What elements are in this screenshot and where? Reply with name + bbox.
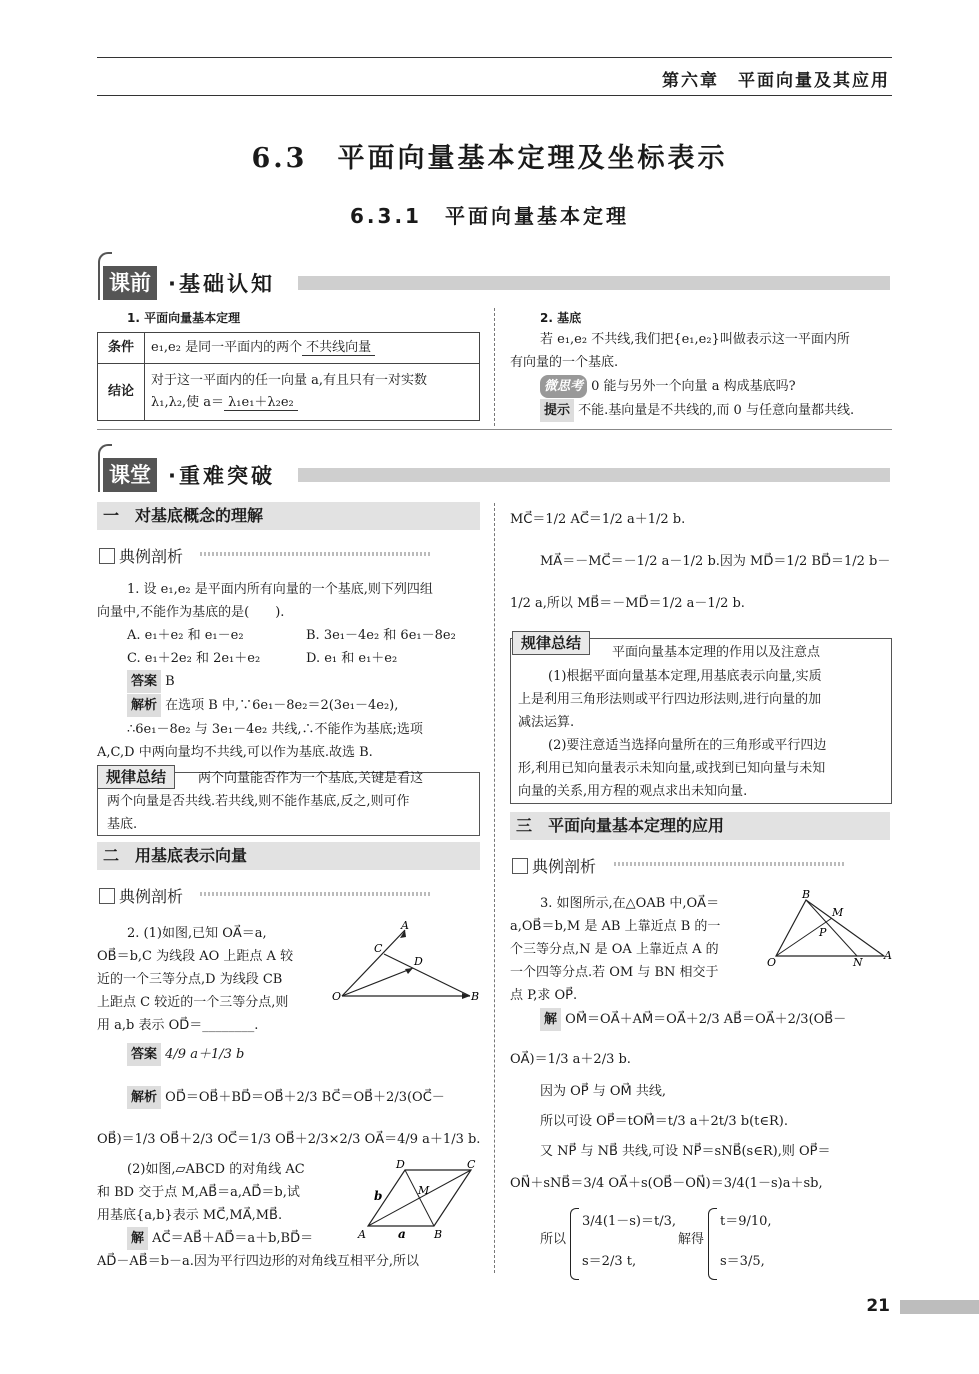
q1-analysis-line2: ∴6e₁－8e₂ 与 3e₁－4e₂ 共线,∴不能作为基底;选项 (127, 722, 423, 737)
example-rule (200, 892, 430, 896)
chapter-title: 第六章 平面向量及其应用 (662, 71, 890, 91)
solution-eq1: t＝9/10, (720, 1214, 772, 1229)
summary2-title: 平面向量基本定理的作用以及注意点 (612, 645, 821, 660)
figure-3 (766, 886, 892, 970)
q1-analysis-line3: A,C,D 中两向量均不共线,可以作为基底.故选 B. (97, 745, 373, 760)
fig1-label-c: C (374, 942, 383, 955)
q2-line3: 近的一个三等分点,D 为线段 CB (97, 972, 283, 987)
summary2-line1: (1)根据平面向量基本定理,用基底表示向量,实质 (548, 669, 822, 684)
answer-tag: 答案 (127, 670, 161, 693)
answer-tag: 答案 (127, 1043, 161, 1066)
fig1-label-o: O (332, 990, 342, 1003)
summary1-line2: 两个向量是否共线.若共线,则不能作基底,反之,则可作 (107, 794, 410, 809)
conclusion-blank: λ₁e₁＋λ₂e₂ (224, 395, 298, 411)
arrowhead-d (405, 968, 413, 974)
header-top-rule (97, 57, 892, 58)
row-conclusion-text (145, 364, 480, 421)
solve-prefix: 解得 (678, 1232, 705, 1247)
example-head-text: 典例剖析 (119, 887, 184, 906)
right-line3: 1/2 a,所以 MB⃗＝－MD⃗＝1/2 a－1/2 b. (510, 596, 745, 611)
fig1-label-d: D (414, 955, 423, 968)
q3-line4: 一个四等分点.若 OM 与 BN 相交于 (510, 965, 719, 980)
condition-text: e₁,e₂ 是同一平面内的两个 (151, 340, 303, 355)
summary2-line4: (2)要注意适当选择向量所在的三角形或平行四边 (548, 738, 827, 753)
diagonal-bd (405, 1170, 434, 1226)
example-box-icon (512, 858, 528, 874)
segment-cb (384, 954, 470, 996)
basics-item2-title: 2. 基底 (540, 311, 582, 325)
right-line1: MC⃗＝1/2 AC⃗＝1/2 a＋1/2 b. (510, 512, 686, 527)
section3-example-head (512, 854, 596, 877)
basics-item1-title: 1. 平面向量基本定理 (127, 311, 241, 325)
example-rule (200, 552, 430, 556)
q1-option-b: B. 3e₁－4e₂ 和 6e₁－8e₂ (306, 628, 456, 643)
part1-bar (298, 276, 890, 290)
system-eq1: 3/4(1－s)＝t/3, (582, 1214, 677, 1229)
q2-line4: 上距点 C 较近的一个三等分点,则 (97, 995, 289, 1010)
analysis-tag: 解析 (127, 1086, 161, 1109)
part2-tag: 课堂 (103, 458, 157, 492)
fig3-label-o: O (767, 956, 777, 969)
subsection-title: 6.3.1 平面向量基本定理 (350, 204, 629, 228)
analysis-text: OD⃗＝OB⃗＋BD⃗＝OB⃗＋2/3 BC⃗＝OB⃗＋2/3(OC⃗－ (165, 1090, 445, 1105)
figure-1 (330, 918, 480, 1008)
section2-example-head (99, 884, 183, 907)
fig2-label-c: C (467, 1158, 476, 1171)
figure-2 (356, 1158, 481, 1242)
section1-title: 一 对基底概念的理解 (97, 502, 480, 530)
answer-value: 4/9 a＋1/3 b (165, 1047, 245, 1062)
segment-od (342, 968, 413, 996)
analysis-text: 在选项 B 中,∵6e₁－8e₂＝2(3e₁－4e₂), (165, 698, 399, 713)
q1-option-d: D. e₁ 和 e₁＋e₂ (306, 651, 398, 666)
system-brace (570, 1208, 579, 1280)
fig3-label-n: N (853, 956, 863, 969)
fig2-label-vec-b: b (374, 1189, 383, 1203)
section2-title: 二 用基底表示向量 (97, 842, 480, 870)
q3-solution-line4: 所以可设 OP⃗＝tOM⃗＝t/3 a＋2t/3 b(t∈R). (540, 1114, 788, 1129)
q2-line1: 2. (1)如图,已知 OA⃗＝a, (127, 926, 267, 941)
system-prefix: 所以 (540, 1232, 567, 1247)
q2b-line1: (2)如图,▱ABCD 的对角线 AC (127, 1162, 305, 1177)
fig2-label-vec-a: a (398, 1227, 406, 1241)
row-conclusion-head: 结论 (98, 364, 145, 421)
section-title: 6.3 平面向量基本定理及坐标表示 (251, 143, 728, 174)
fig1-label-a: A (401, 919, 409, 932)
answer-value: B (165, 674, 175, 689)
q3-solution-line6: ON⃗＋sNB⃗＝3/4 OA⃗＋s(OB⃗－ON⃗)＝3/4(1－s)a＋sb, (510, 1176, 823, 1191)
hint-tag: 提示 (540, 399, 574, 422)
think-row (540, 375, 796, 398)
column-divider-top (494, 308, 495, 426)
solution-tag: 解 (127, 1227, 148, 1250)
hint-row (540, 399, 854, 422)
q3-line3: 个三等分点,N 是 OA 上靠近点 A 的 (510, 942, 719, 957)
example-head-text: 典例剖析 (532, 857, 597, 876)
solution-tag: 解 (540, 1008, 561, 1031)
think-text: 0 能与另外一个向量 a 构成基底吗? (591, 379, 796, 394)
q2-line5: 用 a,b 表示 OD⃗＝________. (97, 1018, 259, 1033)
fig2-label-d: D (396, 1158, 405, 1171)
summary1-line3: 基底. (107, 817, 138, 832)
q2-answer (127, 1043, 244, 1066)
q2b-line3: 用基底{a,b}表示 MC⃗,MA⃗,MB⃗. (97, 1208, 283, 1223)
example-box-icon (99, 548, 115, 564)
example-head-text: 典例剖析 (119, 547, 184, 566)
q3-line2: a,OB⃗＝b,M 是 AB 上靠近点 B 的一 (510, 919, 721, 934)
system-eq2: s＝2/3 t, (582, 1254, 637, 1269)
fig1-label-b: B (471, 990, 480, 1003)
page-number: 21 (866, 1296, 890, 1316)
section3-title: 三 平面向量基本定理的应用 (510, 812, 890, 840)
q3-solution-line1 (540, 1008, 846, 1031)
q1-option-a: A. e₁＋e₂ 和 e₁－e₂ (127, 628, 244, 643)
summary2-line3: 减法运算. (518, 715, 575, 730)
fig3-label-a: A (884, 949, 892, 962)
conclusion-line2: λ₁,λ₂,使 a＝ (151, 395, 225, 410)
analysis-tag: 解析 (127, 694, 161, 717)
fig2-label-b: B (434, 1228, 443, 1241)
example-rule (614, 862, 844, 866)
definition-table (97, 332, 480, 421)
fig2-label-m: M (418, 1184, 430, 1197)
q2b-solution-line1 (127, 1227, 313, 1250)
fig3-label-p: P (819, 926, 827, 939)
hint-text: 不能.基向量是不共线的,而 0 与任意向量都共线. (578, 403, 855, 418)
fig3-label-b: B (802, 888, 811, 901)
q2-analysis-line1 (127, 1086, 445, 1109)
page-number-bar (900, 1300, 979, 1314)
q3-solution-line2: OA⃗)＝1/3 a＋2/3 b. (510, 1052, 631, 1067)
q3-line1: 3. 如图所示,在△OAB 中,OA⃗＝ (540, 896, 720, 911)
basics-item2-line2: 有向量的一个基底. (510, 355, 619, 370)
q3-line5: 点 P,求 OP⃗. (510, 988, 578, 1003)
q3-solution-line5: 又 NP⃗ 与 NB⃗ 共线,可设 NP⃗＝sNB⃗(s∈R),则 OP⃗＝ (540, 1144, 831, 1159)
q1-option-c: C. e₁＋2e₂ 和 2e₁＋e₂ (127, 651, 261, 666)
summary1-tag: 规律总结 (97, 765, 175, 789)
q2-analysis-line2: OB⃗)＝1/3 OB⃗＋2/3 OC⃗＝1/3 OB⃗＋2/3×2/3 OA⃗＝4/9 a＋1/3 b. (97, 1132, 481, 1147)
solution-eq2: s＝3/5, (720, 1254, 765, 1269)
basics-item2-line1: 若 e₁,e₂ 不共线,我们把{e₁,e₂}叫做表示这一平面内所 (540, 332, 850, 347)
q2-line2: OB⃗＝b,C 为线段 AO 上距点 A 较 (97, 949, 294, 964)
summary1-line1: 两个向量能否作为一个基底,关键是看这 (198, 771, 424, 786)
segment-oa (342, 930, 405, 996)
row-condition-head: 条件 (98, 333, 145, 364)
header-bottom-rule (97, 95, 892, 96)
summary2-line2: 上是利用三角形法则或平行四边形法则,进行向量的加 (518, 692, 822, 707)
row-condition-text (145, 333, 480, 364)
q1-analysis-line1 (127, 694, 398, 717)
part2-bar (298, 468, 890, 482)
condition-blank: 不共线向量 (302, 340, 375, 356)
solution-text: OM⃗＝OA⃗＋AM⃗＝OA⃗＋2/3 AB⃗＝OA⃗＋2/3(OB⃗－ (565, 1012, 847, 1027)
q3-solution-line3: 因为 OP⃗ 与 OM⃗ 共线, (540, 1084, 667, 1099)
column-divider-main (494, 503, 495, 1273)
q1-line2: 向量中,不能作为基底的是( ). (97, 605, 285, 620)
q1-line1: 1. 设 e₁,e₂ 是平面内所有向量的一个基底,则下列四组 (127, 582, 433, 597)
q2b-solution-line2: AD⃗－AB⃗＝b－a.因为平行四边形的对角线互相平分,所以 (97, 1254, 420, 1269)
section1-example-head (99, 544, 183, 567)
right-line2: MA⃗＝－MC⃗＝－1/2 a－1/2 b.因为 MD⃗＝1/2 BD⃗＝1/2 b－ (540, 554, 891, 569)
think-tag: 微思考 (540, 375, 587, 398)
summary2-line6: 向量的关系,用方程的观点求出未知向量. (518, 784, 748, 799)
q2b-line2: 和 BD 交于点 M,AB⃗＝a,AD⃗＝b,试 (97, 1185, 300, 1200)
summary2-line5: 形,利用已知向量表示未知向量,或找到已知向量与未知 (518, 761, 826, 776)
part2-label: ·重难突破 (168, 464, 275, 488)
solution-brace (708, 1208, 717, 1280)
q1-answer (127, 670, 175, 693)
part1-tag: 课前 (103, 266, 157, 300)
part1-label: ·基础认知 (168, 272, 275, 296)
conclusion-line1: 对于这一平面内的任一向量 a,有且只有一对实数 (151, 373, 428, 388)
example-box-icon (99, 888, 115, 904)
fig3-label-m: M (832, 906, 844, 919)
solution-text: AC⃗＝AB⃗＋AD⃗＝a＋b,BD⃗＝ (152, 1231, 314, 1246)
summary2-tag: 规律总结 (512, 631, 590, 655)
triangle-oab (776, 900, 884, 956)
part-separator (97, 429, 892, 430)
fig2-label-a: A (358, 1228, 366, 1241)
